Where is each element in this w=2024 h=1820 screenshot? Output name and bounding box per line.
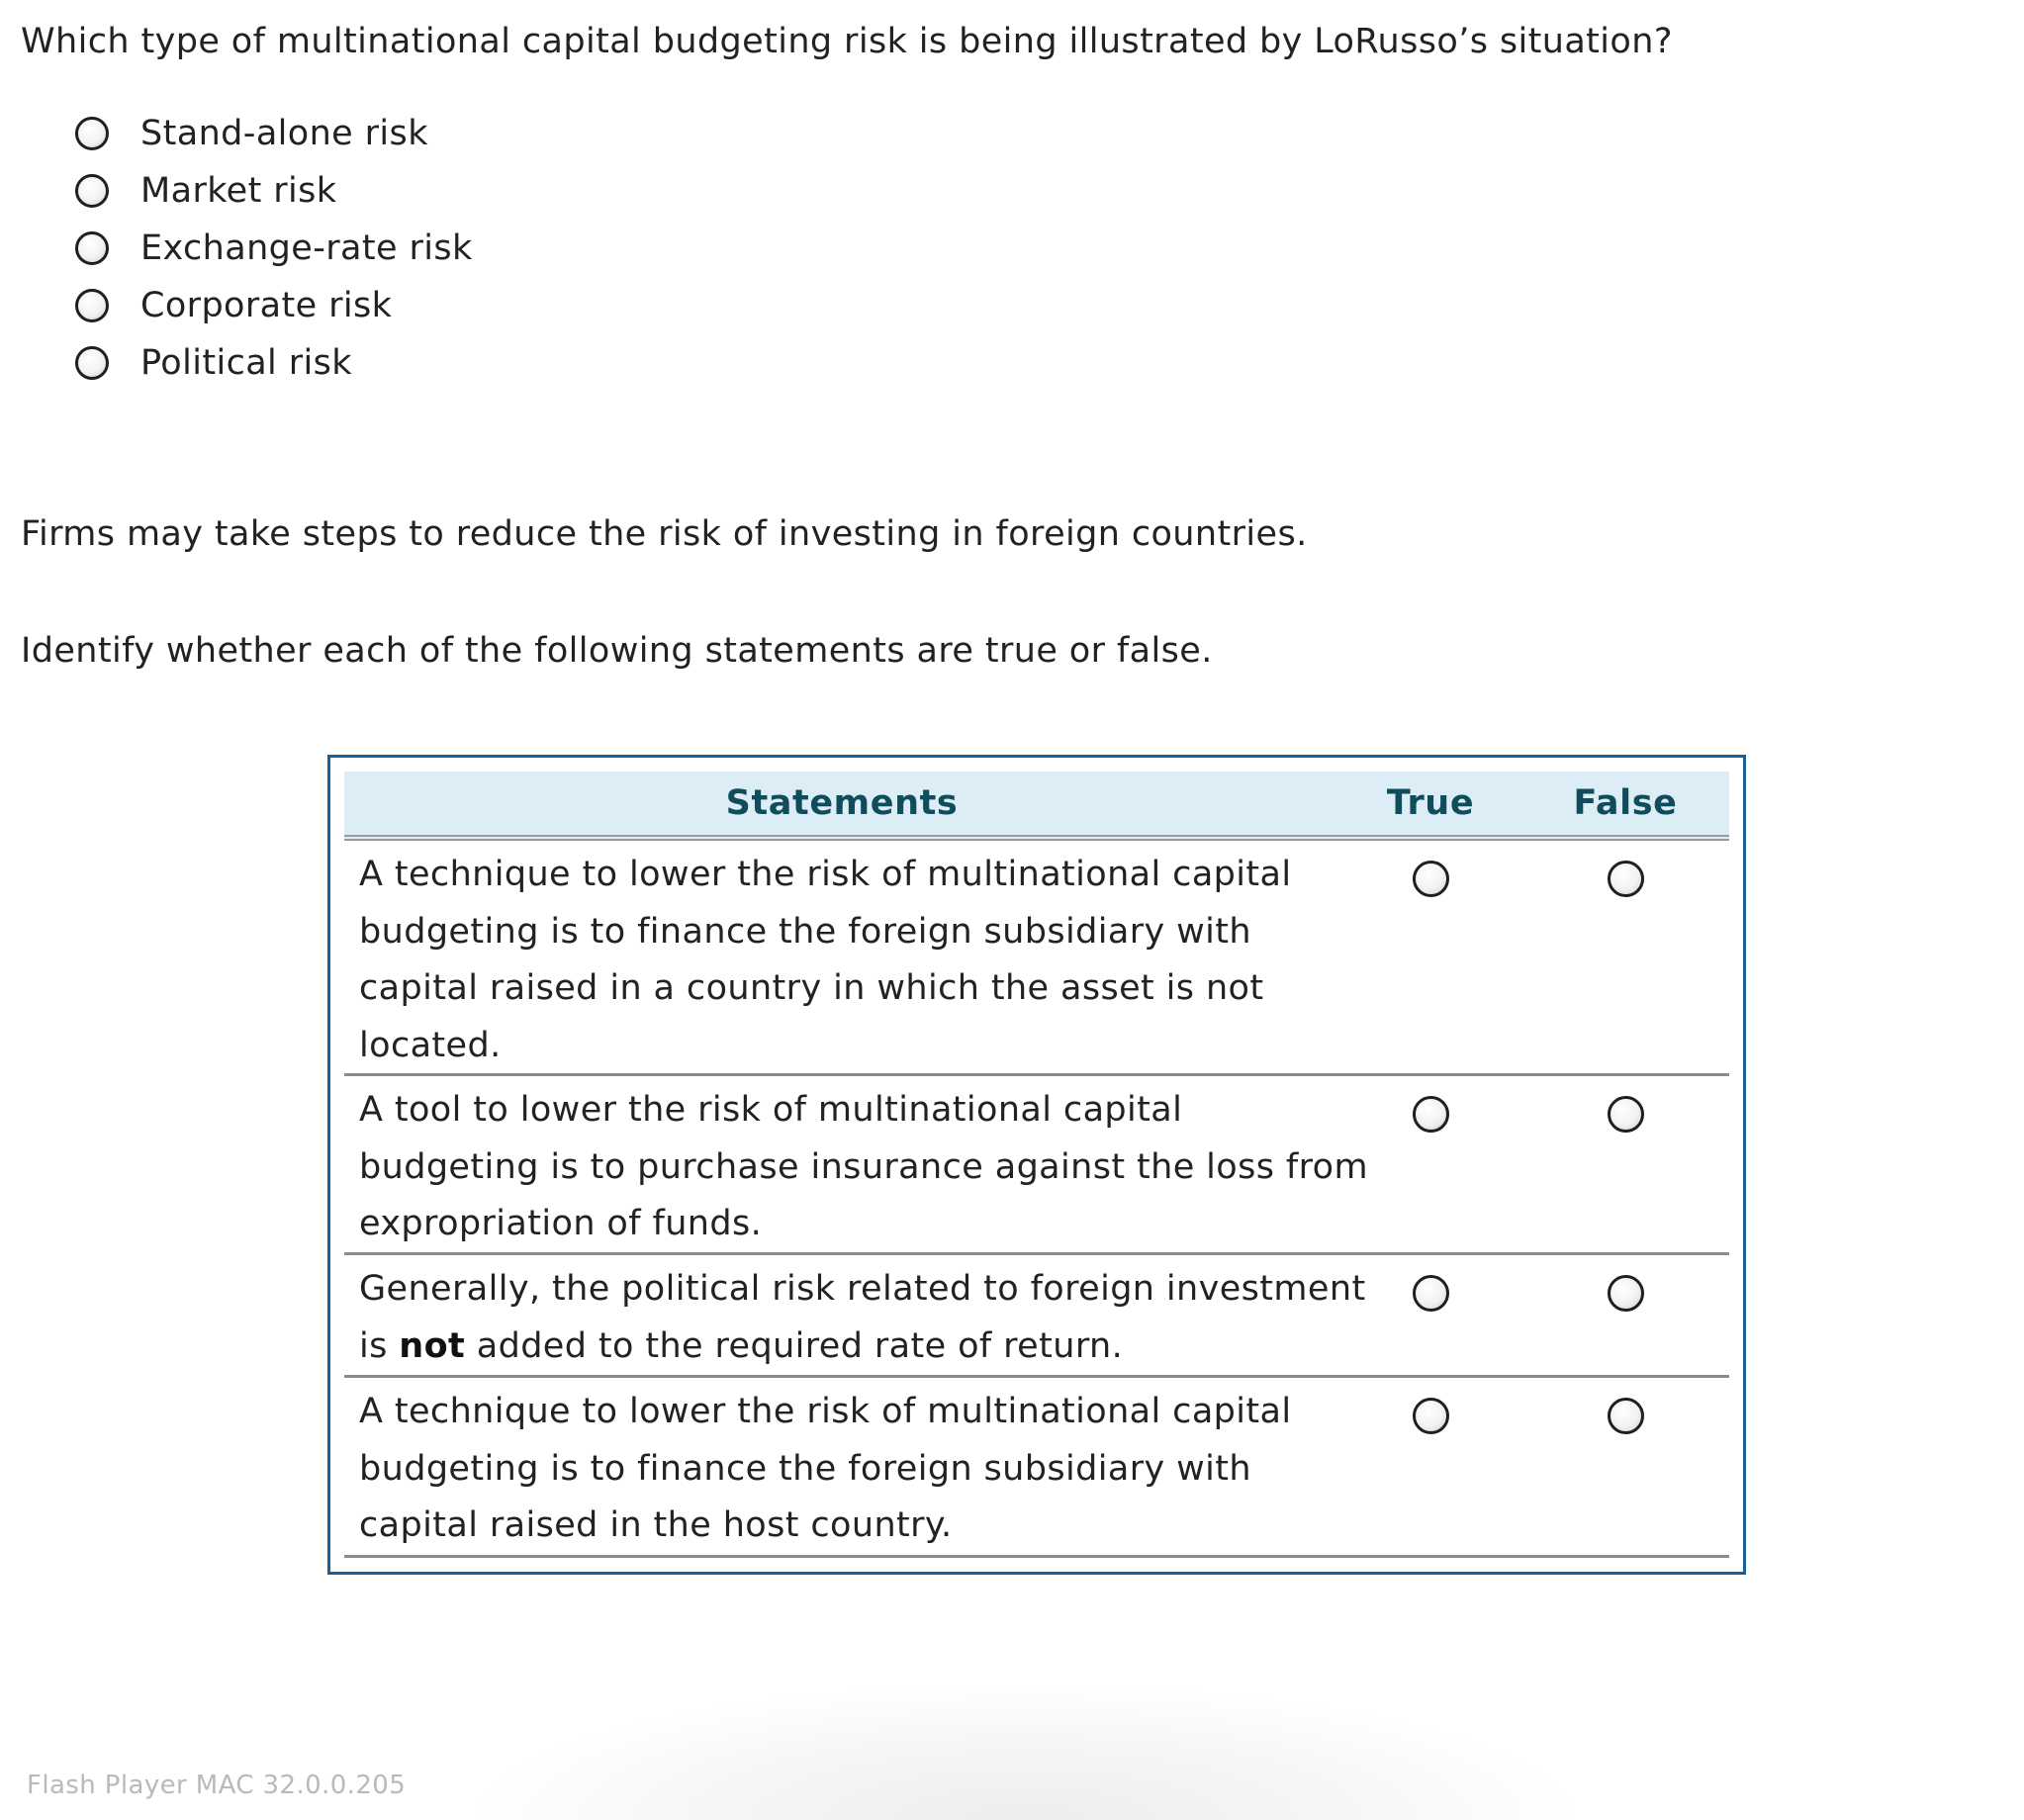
flash-player-version: Flash Player MAC 32.0.0.205 [27, 1771, 407, 1800]
statement-text [344, 841, 1339, 1073]
statement-line: located. [359, 1025, 502, 1065]
statement-text [344, 1076, 1368, 1252]
false-radio-icon[interactable] [1608, 1398, 1644, 1434]
intro-text: Firms may take steps to reduce the risk of investing in foreign countries. [21, 514, 1308, 554]
statement-line: Generally, the political risk related to foreign investment [359, 1269, 1366, 1309]
table-body [344, 772, 1729, 1558]
true-cell [1339, 841, 1521, 1073]
true-cell [1339, 1378, 1521, 1555]
false-cell [1521, 1076, 1729, 1252]
table-row [344, 1076, 1729, 1255]
false-radio-icon[interactable] [1608, 861, 1644, 897]
statement-line: budgeting is to purchase insurance against the loss from [359, 1146, 1368, 1187]
statement-line: budgeting is to finance the foreign subsidiary with [359, 1448, 1252, 1489]
option-label: Stand-alone risk [140, 114, 428, 153]
statement-text [344, 1255, 1366, 1375]
statement-line: A technique to lower the risk of multinational capital [359, 1392, 1292, 1431]
true-radio-icon[interactable] [1413, 1275, 1449, 1312]
false-radio-icon[interactable] [1608, 1096, 1644, 1133]
emphasis-not: not [399, 1325, 466, 1366]
false-cell [1521, 841, 1729, 1073]
false-radio-icon[interactable] [1608, 1275, 1644, 1312]
statement-line: capital raised in a country in which the asset is not [359, 968, 1264, 1008]
true-radio-icon[interactable] [1413, 1096, 1449, 1133]
true-false-table [327, 755, 1746, 1575]
option-label: Political risk [140, 343, 352, 383]
option-market-risk[interactable] [75, 162, 473, 220]
table-row [344, 1255, 1729, 1378]
table-header [344, 772, 1729, 841]
statement-line: A tool to lower the risk of multinational capital [359, 1090, 1183, 1130]
statement-line: budgeting is to finance the foreign subsidiary with [359, 911, 1252, 952]
false-cell [1521, 1378, 1729, 1555]
table-row [344, 1378, 1729, 1558]
true-radio-icon[interactable] [1413, 1398, 1449, 1434]
option-corporate-risk[interactable] [75, 277, 473, 334]
header-true: True [1386, 783, 1475, 823]
false-cell [1521, 1255, 1729, 1375]
statement-text-post: added to the required rate of return. [465, 1325, 1124, 1366]
option-label: Market risk [140, 171, 337, 211]
option-label: Corporate risk [140, 286, 393, 325]
radio-button-icon[interactable] [75, 346, 109, 380]
statement-line: A technique to lower the risk of multinational capital [359, 855, 1292, 894]
radio-button-icon[interactable] [75, 174, 109, 208]
statement-line: expropriation of funds. [359, 1204, 763, 1243]
option-label: Exchange-rate risk [140, 228, 473, 268]
statement-line: capital raised in the host country. [359, 1505, 953, 1545]
bottom-shadow [455, 1682, 1593, 1820]
question-1-options [75, 105, 473, 392]
radio-button-icon[interactable] [75, 117, 109, 150]
true-radio-icon[interactable] [1413, 861, 1449, 897]
option-stand-alone-risk[interactable] [75, 105, 473, 162]
option-exchange-rate-risk[interactable] [75, 220, 473, 277]
statement-text [344, 1378, 1339, 1555]
table-row [344, 841, 1729, 1076]
question-1-text: Which type of multinational capital budgeting risk is being illustrated by LoRusso’s situation? [21, 22, 1673, 61]
header-statements: Statements [725, 783, 959, 823]
radio-button-icon[interactable] [75, 289, 109, 322]
option-political-risk[interactable] [75, 334, 473, 392]
header-false: False [1573, 783, 1678, 823]
true-cell [1339, 1255, 1521, 1375]
statement-line [359, 1319, 1326, 1376]
true-cell [1339, 1076, 1521, 1252]
instruction-text: Identify whether each of the following statements are true or false. [21, 631, 1213, 671]
statement-text-pre: is [359, 1325, 400, 1366]
radio-button-icon[interactable] [75, 231, 109, 265]
